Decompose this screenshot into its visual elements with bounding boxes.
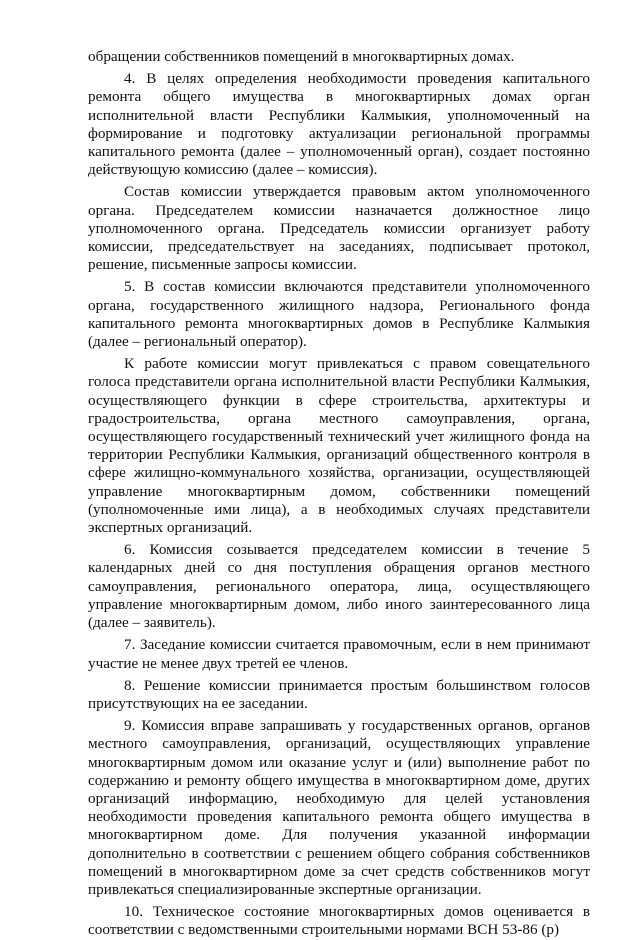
paragraph-item-8: 8. Решение комиссии принимается простым большинством голосов присутствующих на ее заседании. <box>88 676 590 712</box>
paragraph-item-7: 7. Заседание комиссии считается правомочным, если в нем принимают участие не менее двух третей ее членов. <box>88 636 590 672</box>
paragraph-item-6: 6. Комиссия созывается председателем комиссии в течение 5 календарных дней со дня поступления обращения органов местного самоуправления, регионального оператора, лица, осуществляющего управление многоквартирным домом, либо иного заинтересованного лица (далее – заявитель). <box>88 541 590 632</box>
paragraph-continuation: обращении собственников помещений в многоквартирных домах. <box>88 48 515 65</box>
paragraph-item-4: 4. В целях определения необходимости проведения капитального ремонта общего имущества в многоквартирных домах орган исполнительной власти Республики Калмыкия, уполномоченный на формирование и подготовку актуализации региональной программы капитального ремонта (далее – уполномоченный орган), создает постоянно действующую комиссию (далее – комиссия). <box>88 70 590 179</box>
paragraph-advisory-members: К работе комиссии могут привлекаться с правом совещательного голоса представители органа исполнительной власти Республики Калмыкия, осуществляющего функции в сфере строительства, архитектуры и градостроительства, органа местного самоуправления, органа, осуществляющего государственный технический учет жилищного фонда на территории Республики Калмыкия, организаций общественного контроля в сфере жилищно-коммунального хозяйства, организации, осуществляющей управление многоквартирным домом, собственники помещений (уполномоченные ими лица), а в необходимых случаях представители экспертных организаций. <box>88 355 590 537</box>
paragraph-commission-composition: Состав комиссии утверждается правовым актом уполномоченного органа. Председателем комиссии назначается должностное лицо уполномоченного органа. Председатель комиссии организует работу комиссии, председательствует на заседаниях, подписывает протокол, решение, письменные запросы комиссии. <box>88 183 590 274</box>
paragraph-item-10: 10. Техническое состояние многоквартирных домов оценивается в соответствии с ведомственными строительными нормами ВСН 53-86 (р) <box>88 903 590 939</box>
paragraph-item-9: 9. Комиссия вправе запрашивать у государственных органов, органов местного самоуправления, организаций, осуществляющих управление многоквартирным домом или оказание услуг и (или) выполнение работ по содержанию и ремонту общего имущества в многоквартирном доме, других организаций информацию, необходимую для целей установления необходимости проведения капитального ремонта общего имущества в многоквартирном доме. Для получения указанной информации дополнительно в соответствии с решением общего собрания собственников помещений в многоквартирном доме за счет средств собственников могут привлекаться специализированные экспертные организации. <box>88 717 590 898</box>
document-page <box>88 48 590 940</box>
paragraph-item-5: 5. В состав комиссии включаются представители уполномоченного органа, государственного жилищного надзора, Регионального фонда капитального ремонта многоквартирных домов в Республике Калмыкия (далее – региональный оператор). <box>88 278 590 351</box>
